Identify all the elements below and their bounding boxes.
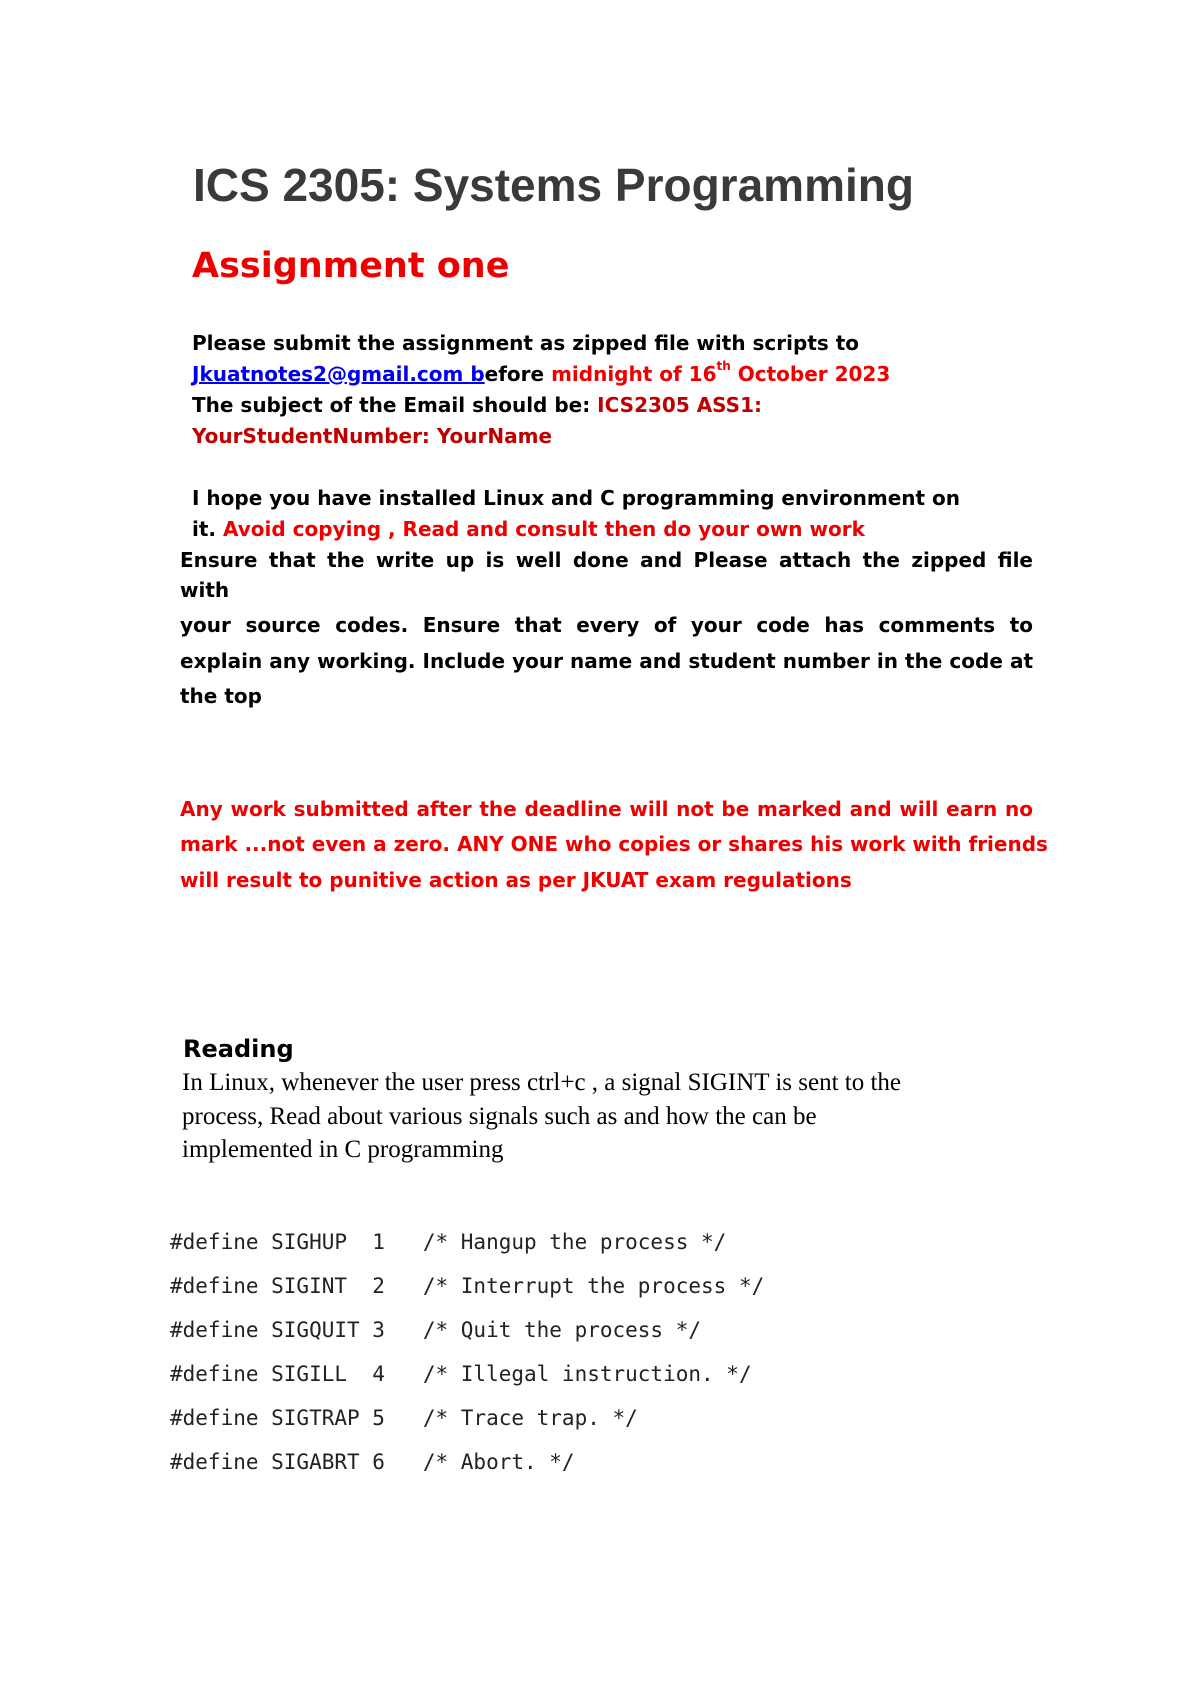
avoid-prefix: it. <box>192 517 223 541</box>
warning-line-1: Any work submitted after the deadline will not be marked and will earn no <box>180 797 1033 821</box>
assignment-heading: Assignment one <box>192 246 510 286</box>
reading-line-3: implemented in C programming <box>182 1136 504 1163</box>
reading-line-2: process, Read about various signals such as and how the can be <box>182 1103 817 1130</box>
write-up-line-4: explain any working. Include your name and student number in the code at <box>180 649 1033 673</box>
write-up-line-3: your source codes. Ensure that every of your code has comments to <box>180 613 1033 637</box>
email-link[interactable]: Jkuatnotes2@gmail.com b <box>192 362 485 386</box>
environment-line: I hope you have installed Linux and C programming environment on <box>192 486 961 510</box>
subject-label: The subject of the Email should be: <box>192 393 598 417</box>
code-line-sigill: #define SIGILL 4 /* Illegal instruction. */ <box>170 1362 752 1386</box>
subject-value: ICS2305 ASS1: <box>597 393 762 417</box>
before-text: efore <box>484 362 552 386</box>
subject-line <box>192 392 762 418</box>
code-line-sigtrap: #define SIGTRAP 5 /* Trace trap. */ <box>170 1406 638 1430</box>
warning-line-3: will result to punitive action as per JKUAT exam regulations <box>180 868 852 892</box>
write-up-line-5: the top <box>180 684 262 708</box>
code-line-sighup: #define SIGHUP 1 /* Hangup the process */ <box>170 1230 727 1254</box>
avoid-copying-line <box>192 516 865 542</box>
avoid-copying-text: Avoid copying , Read and consult then do your own work <box>222 517 865 541</box>
subject-value-continued: YourStudentNumber: YourName <box>192 424 553 448</box>
deadline-text: midnight of 16th October 2023 <box>551 359 891 386</box>
code-line-sigquit: #define SIGQUIT 3 /* Quit the process */ <box>170 1318 702 1342</box>
reading-line-1: In Linux, whenever the user press ctrl+c , a signal SIGINT is sent to the <box>182 1069 902 1096</box>
write-up-line-2: with <box>180 578 230 602</box>
submission-line: Please submit the assignment as zipped file with scripts to <box>192 331 860 355</box>
email-deadline-line <box>192 361 890 387</box>
write-up-line-1: Ensure that the write up is well done and Please attach the zipped file <box>180 548 1033 572</box>
code-line-sigint: #define SIGINT 2 /* Interrupt the process */ <box>170 1274 765 1298</box>
document-title: ICS 2305: Systems Programming <box>193 159 914 211</box>
reading-heading: Reading <box>183 1035 294 1063</box>
code-line-sigabrt: #define SIGABRT 6 /* Abort. */ <box>170 1450 575 1474</box>
warning-line-2: mark ...not even a zero. ANY ONE who copies or shares his work with friends <box>180 832 1048 856</box>
